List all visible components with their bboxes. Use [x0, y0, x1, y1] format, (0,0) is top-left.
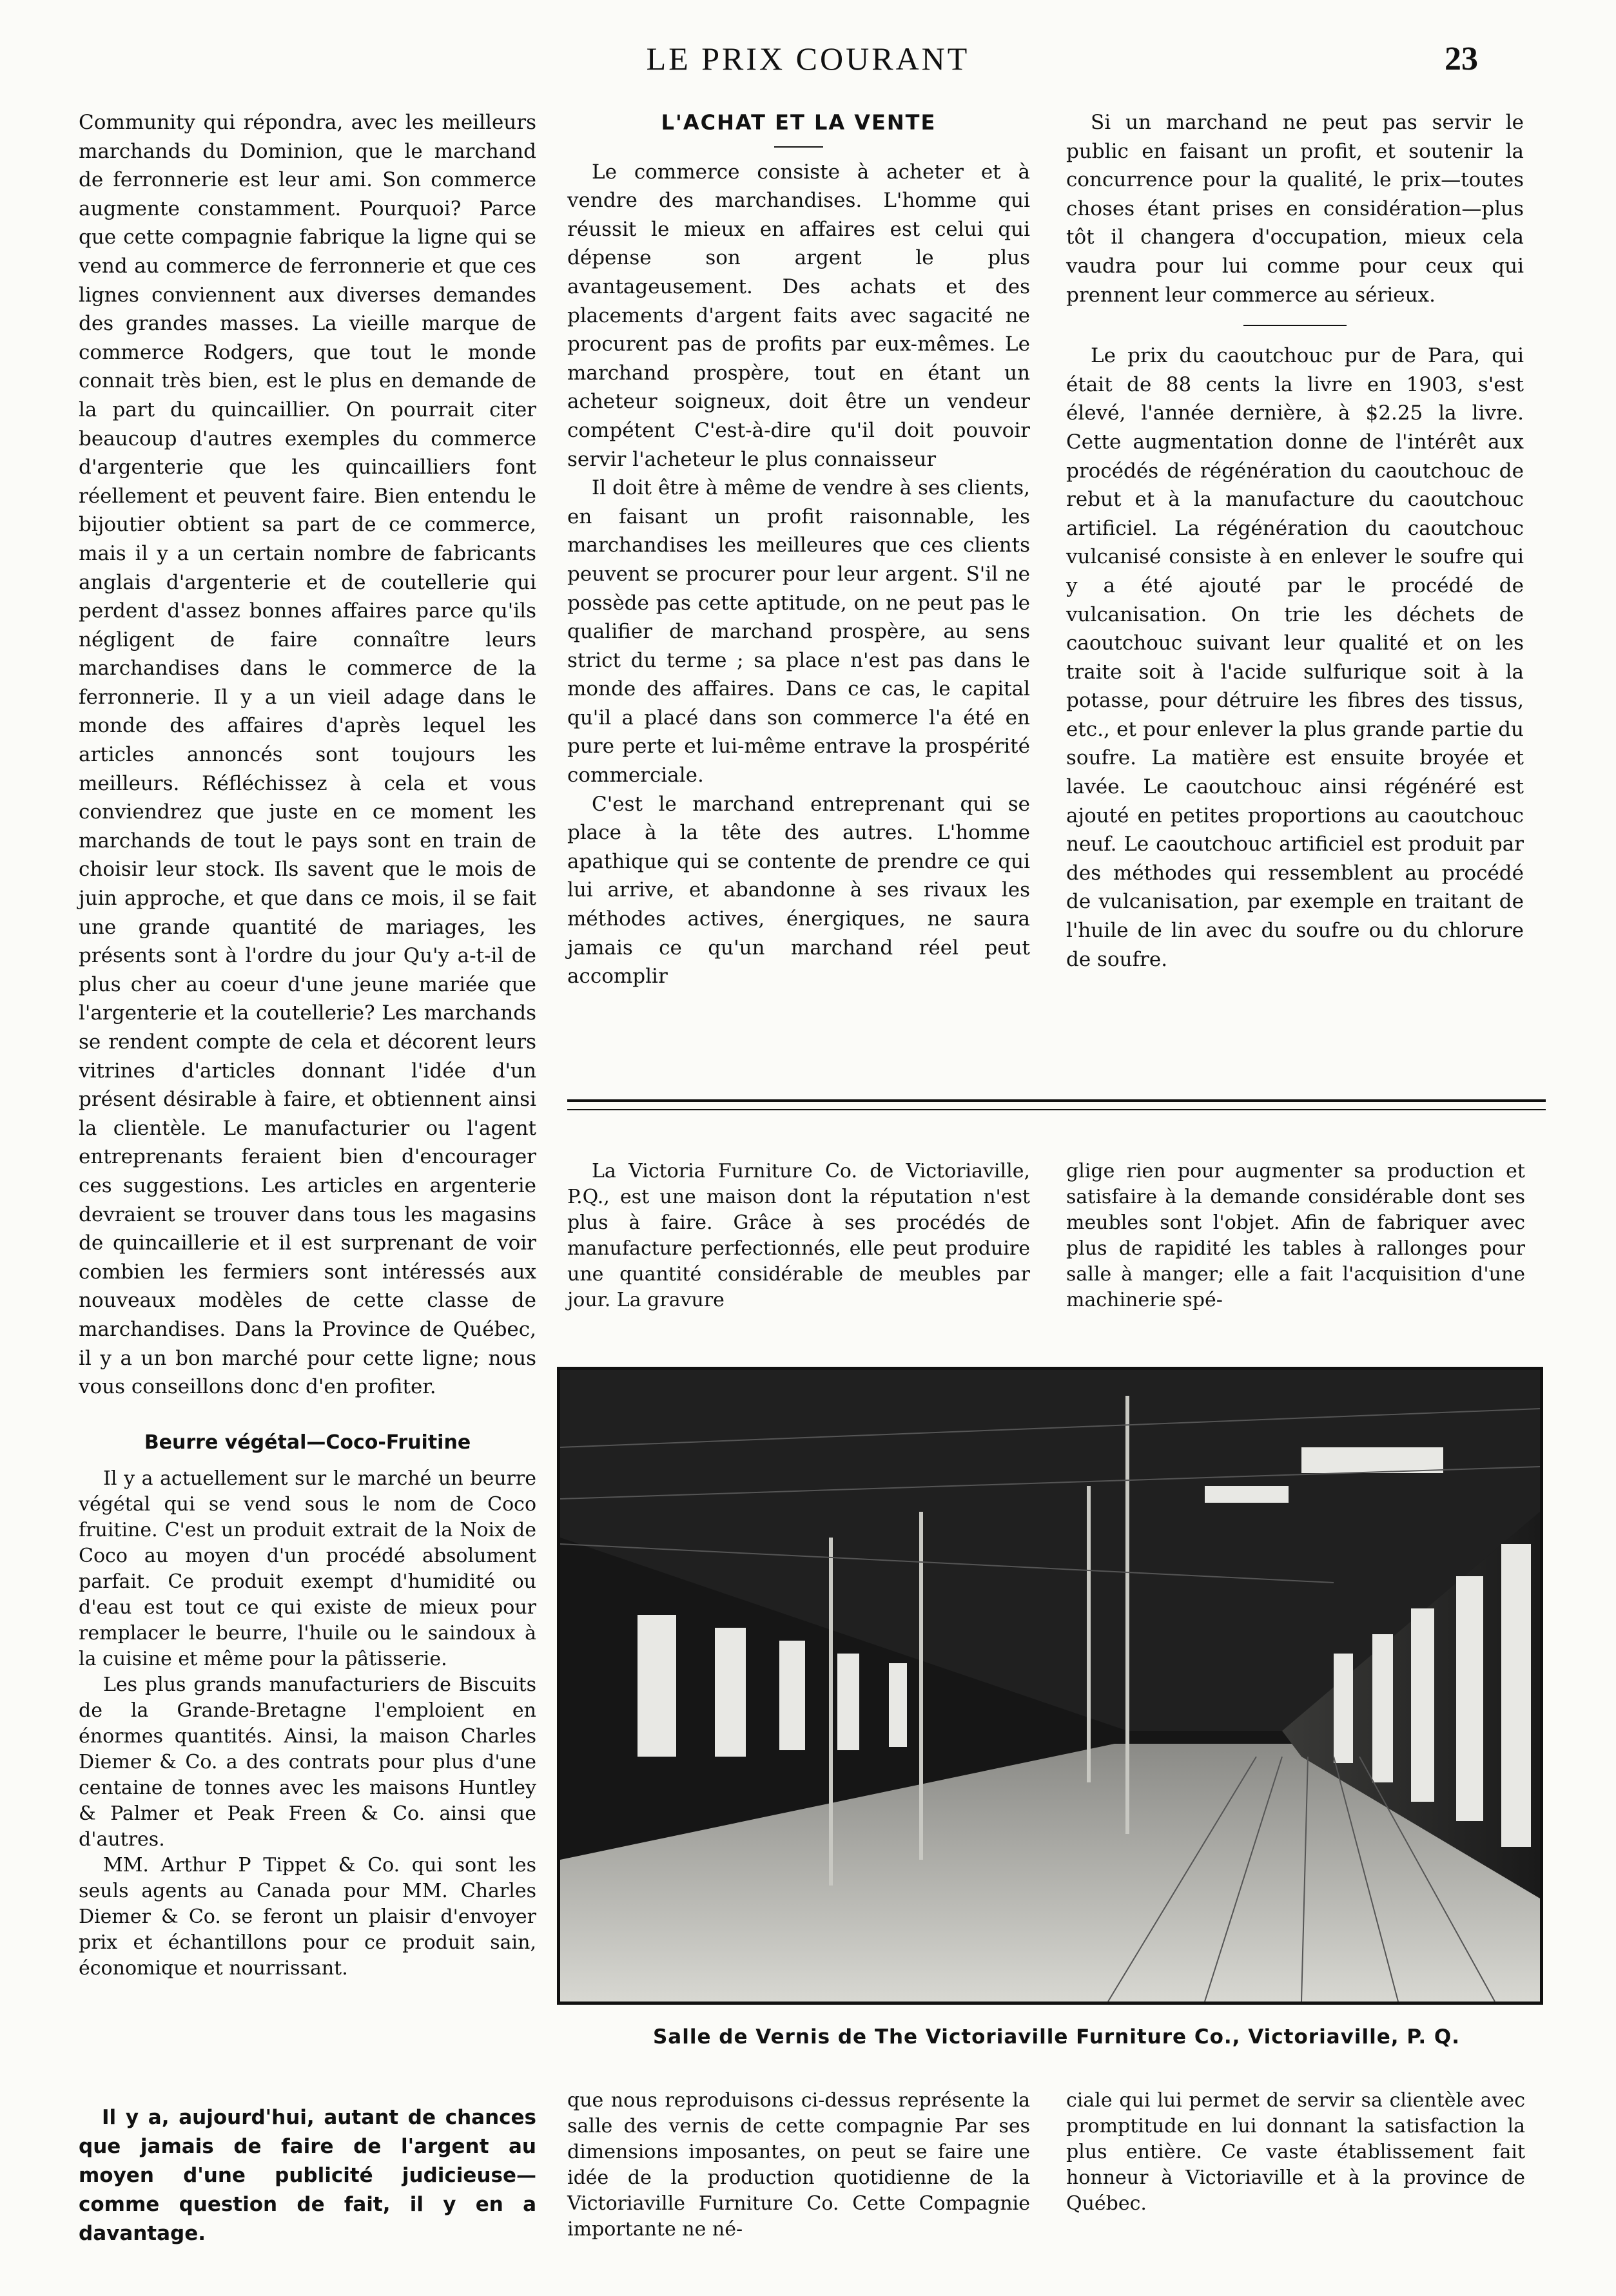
- column-1: [79, 108, 536, 1982]
- page-header-title: LE PRIX COURANT: [646, 41, 970, 77]
- col2-paragraph: Il doit être à même de vendre à ses clients, en faisant un profit raisonnable, les marchandises les meilleures que ces clients peuvent se procurer pour leur argent. S'il ne possède pas cette aptitude, on ne peut pas le qualifier de marchand prospère, au sens strict du terme ; sa place n'est pas dans le monde des affaires. Dans ce cas, le capital qu'il a placé dans son commerce l'a été en pure perte et lui-même entrave la prospérité commerciale.: [567, 476, 1030, 787]
- victoria-paragraph: ciale qui lui permet de servir sa clientèle avec promptitude en lui donnant la satisfaction la plus entière. Ce vaste établissement fait honneur à Victoriaville et à la province de Québec.: [1066, 2089, 1525, 2215]
- heading-rule: [774, 146, 823, 148]
- caoutchouc-paragraph: Le prix du caoutchouc pur de Para, qui était de 88 cents la livre en 1903, s'est élevé, l'année dernière, à $2.25 la livre. Cette augmentation donne de l'intérêt aux procédés de régénération du caoutchouc de rebut et à la manufacture du caoutchouc artificiel. La régénération du caoutchouc vulcanisé consiste à en enlever le soufre qui y a été ajouté par le procédé de vulcanisation. On trie les déchets de caoutchouc suivant leur qualité et on les traite soit à l'acide sulfurique soit à la potasse, pour détruire les fibres des tissus, etc., et pour enlever la plus grande partie du soufre. La matière est ensuite broyée et lavée. Le caoutchouc ainsi régénéré est ajouté en petites proportions au caoutchouc neuf. Le caoutchouc artificiel est produit par des méthodes qui ressemblent au procédé de vulcanisation, par exemple en traitant de l'huile de lin avec du soufre ou du chlorure de soufre.: [1066, 344, 1524, 971]
- closing-paragraph: Il y a, aujourd'hui, autant de chances que jamais de faire de l'argent au moyen d'une publicité judicieuse—comme question de fait, il y en a davantage.: [79, 2106, 536, 2245]
- beurre-paragraph: Il y a actuellement sur le marché un beurre végétal qui se vend sous le nom de Coco fruitine. C'est un produit extrait de la Noix de Coco au moyen d'un procédé absolument parfait. Ce produit exempt d'humidité ou d'eau est tout ce qui existe de mieux pour remplacer le beurre, l'huile ou le saindoux à la cuisine et même pour la pâtisserie.: [79, 1467, 536, 1671]
- col3-paragraph: Si un marchand ne peut pas servir le public en faisant un profit, et soutenir la concurrence pour la qualité, le prix—toutes choses étant prises en considération—plus tôt il changera d'occupation, mieux cela vaudra pour lui comme pour ceux qui prennent leur commerce au sérieux.: [1066, 111, 1524, 307]
- double-rule: [567, 1099, 1546, 1110]
- section-rule: [1243, 325, 1347, 326]
- page-number: 23: [1445, 41, 1478, 77]
- victoria-right-bottom: [1066, 2088, 1525, 2217]
- victoria-paragraph: La Victoria Furniture Co. de Victoriaville, P.Q., est une maison dont la réputation n'est plus à faire. Grâce à ses procédés de manufacture perfectionnés, elle peut produire une quantité considérable de meubles par jour. La gravure: [567, 1160, 1030, 1311]
- col1-paragraph: Community qui répondra, avec les meilleurs marchands du Dominion, que le marchand de ferronnerie est leur ami. Son commerce augmente constamment. Pourquoi? Parce que cette compagnie fabrique la ligne qui se vend au commerce de ferronnerie et que ces lignes conviennent aux diverses demandes des grandes masses. La vieille marque de commerce Rodgers, que tout le monde connait très bien, est le plus en demande de la part du quincaillier. On pourrait citer beaucoup d'autres exemples du commerce d'argenterie que les quincailliers font réellement et peuvent faire. Bien entendu le bijoutier obtient sa part de ce commerce, mais il y a un certain nombre de fabricants anglais d'argenterie et de coutellerie qui perdent d'assez bonnes affaires parce qu'ils négligent de faire connaître leurs marchandises dans le commerce de la ferronnerie. Il y a un vieil adage dans le monde des affaires d'après lequel les articles annoncés sont toujours les meilleurs. Réfléchissez à cela et vous conviendrez que juste en ce moment les marchands de tout le pays sont en train de choisir leur stock. Ils savent que le mois de juin approche, et que dans ce mois, il se fait une grande quantité de mariages, les présents sont à l'ordre du jour Qu'y a-t-il de plus cher au coeur d'une jeune mariée que l'argenterie et la coutellerie? Les marchands se rendent compte de cela et décorent leurs vitrines d'articles donnant l'idée d'un présent désirable à faire, et obtiennent ainsi la clientèle. Le manufacturier ou l'agent entreprenants feraient bien d'encourager ces suggestions. Les articles en argenterie devraient se trouver dans tous les magasins de quincaillerie et il est surprenant de voir combien les fermiers sont intéressés aux nouveaux modèles de cette classe de marchandises. Dans la Province de Québec, il y a un bon marché pour cette ligne; nous vous conseillons donc d'en profiter.: [79, 111, 536, 1399]
- photo-caption: Salle de Vernis de The Victoriaville Furniture Co., Victoriaville, P. Q.: [652, 2025, 1461, 2049]
- beurre-paragraph: Les plus grands manufacturiers de Biscuits de la Grande-Bretagne l'emploient en énormes quantités. Ainsi, la maison Charles Diemer & Co. a des contrats pour plus d'une centaine de tonnes avec les maisons Huntley & Palmer et Peak Freen & Co. ainsi que d'autres.: [79, 1674, 536, 1851]
- victoria-left-top: [567, 1159, 1030, 1313]
- beurre-paragraph: MM. Arthur P Tippet & Co. qui sont les seuls agents au Canada pour MM. Charles Diemer & Co. se feront un plaisir d'envoyer prix et échantillons pour ce produit sain, économique et nourrissant.: [79, 1854, 536, 1980]
- varnish-room-photo: [557, 1367, 1543, 2005]
- col2-paragraph: Le commerce consiste à acheter et à vendre des marchandises. L'homme qui réussit le mieux en affaires est celui qui dépense son argent le plus avantageusement. Des achats et des placements d'argent faits avec sagacité ne procurent pas de profits par eux-mêmes. Le marchand prospère, tout en étant un acheteur soigneux, doit être un vendeur compétent C'est-à-dire qu'il doit pouvoir servir l'acheteur le plus connaisseur: [567, 160, 1030, 471]
- column-2: [567, 108, 1030, 991]
- victoria-paragraph: que nous reproduisons ci-dessus représente la salle des vernis de cette compagnie Par ses dimensions imposantes, on peut se faire une idée de la production quotidienne de la Victoriaville Furniture Co. Cette Compagnie importante ne né-: [567, 2089, 1030, 2241]
- varnish-room-illustration: [560, 1370, 1540, 2002]
- col2-paragraph: C'est le marchand entreprenant qui se place à la tête des autres. L'homme apathique qui se contente de prendre ce qui lui arrive, et abandonne à ses rivaux les méthodes actives, énergiques, ne saura jamais ce qu'un marchand réel peut accomplir: [567, 792, 1030, 989]
- closing-note: [79, 2103, 536, 2248]
- column-3: [1066, 108, 1524, 974]
- victoria-left-bottom: [567, 2088, 1030, 2243]
- achat-vente-heading: L'ACHAT ET LA VENTE: [661, 110, 937, 135]
- victoria-paragraph: glige rien pour augmenter sa production et satisfaire à la demande considérable dont ses meubles sont l'objet. Afin de fabriquer avec plus de rapidité les tables à rallonges pour salle à manger; elle a fait l'acquisition d'une machinerie spé-: [1066, 1160, 1525, 1311]
- beurre-heading: Beurre végétal—Coco-Fruitine: [144, 1431, 471, 1454]
- victoria-right-top: [1066, 1159, 1525, 1313]
